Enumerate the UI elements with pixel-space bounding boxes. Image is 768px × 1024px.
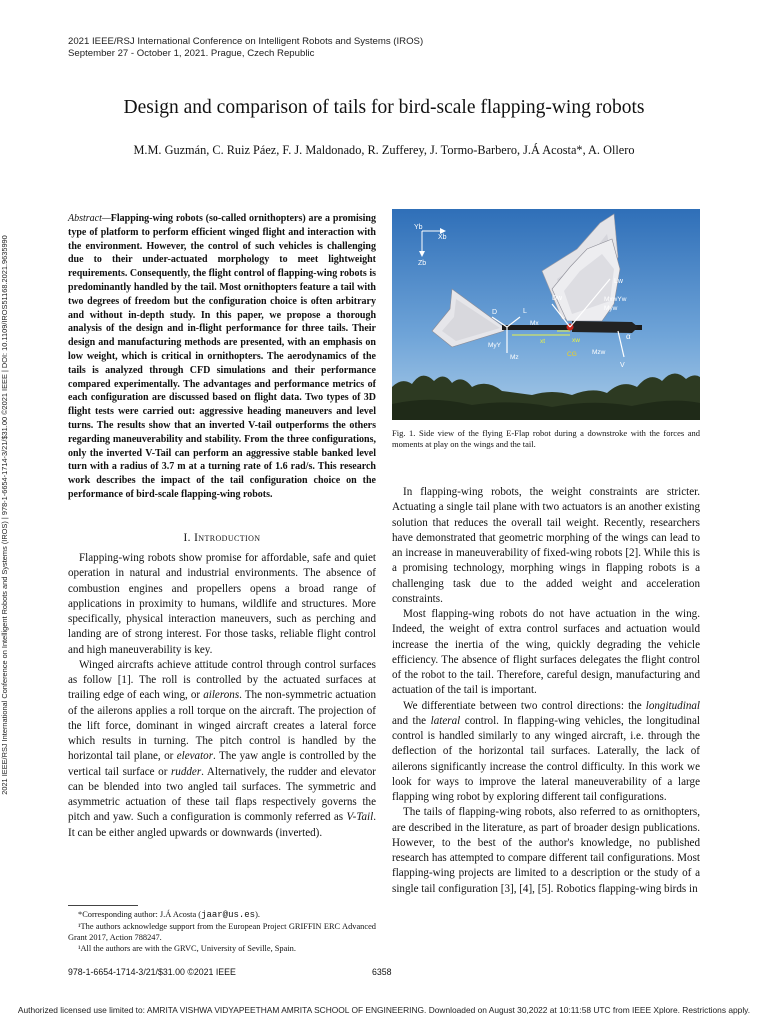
label-cg: CG xyxy=(567,351,577,358)
label-zb: Zb xyxy=(418,260,427,267)
label-d: D xyxy=(492,309,498,316)
paper-authors: M.M. Guzmán, C. Ruiz Páez, F. J. Maldonado, R. Zufferey, J. Tormo-Barbero, J.Á Acosta*, A. Ollero xyxy=(133,143,635,157)
label-lw: Lw xyxy=(614,278,623,285)
right-paragraph-2: Most flapping-wing robots do not have actuation in the wing. Indeed, the weight of extra control surfaces and actuation would increase the inertia of the wing, quickly degrading the vehicle efficiency. The absence of flight surfaces delegates the flight control of the robot to the tail. Therefore, careful design, manufacturing and actuation of the tail is important. xyxy=(392,608,700,697)
abstract-text: Flapping-wing robots (so-called ornithopters) are a promising type of platform to perform efficient winged flight and interaction with the environment. However, the control of such vehicles is challenging due to their under-actuated morphology to meet lightweight requirements. Consequently, the flight control of flapping-wing robots is predominantly handled by the tail. Most ornithopters feature a tail with two degrees of freedom but the configuration choice is often arbitrary and without in-depth study. In this paper, we propose a thorough analysis of the design and in-flight performance for three tails. Their design and manufacturing methods are presented, with an emphasis on low weight, which is critical in ornithopters. The aerodynamics of the tails is analyzed through CFD simulations and their performance compared experimentally. The advantages and performance metrics of each configuration are discussed based on flight data. Two types of 3D flight tests were carried out: aggressive heading maneuvers and level turns. The results show that an inverted V-tail outperforms the others regarding maneuverability and stability. From the three configurations, only the inverted V-Tail can perform an aggressive stable banked level turn with a radius of 3.7 m at a turning rate of 1.6 rad/s. This research work describes the impact of the tail configuration choice on the performance of bird-scale flapping-wing robots. xyxy=(68,213,376,500)
footnote-rule xyxy=(68,905,138,906)
label-xt: xt xyxy=(540,338,546,345)
footer-isbn: 978-1-6654-1714-3/21/$31.00 ©2021 IEEE xyxy=(68,967,236,977)
label-yb: Yb xyxy=(414,224,423,231)
conference-name: 2021 IEEE/RSJ International Conference on Intelligent Robots and Systems (IROS) xyxy=(68,36,424,47)
right-paragraph-3: We differentiate between two control directions: the longitudinal and the lateral control. In flapping-wing vehicles, the longitudinal control is handled similarly to any winged aircraft, i.e. through the deflection of the horizontal tail surfaces. Laterally, the lack of ailerons significantly increase the control difficulty. In this work we look for ways to improve the lateral maneuverability of a large flapping wing robot by exploring different tail configurations. xyxy=(392,699,700,803)
author-email-link[interactable]: jaar@us.es xyxy=(201,910,256,920)
abstract xyxy=(68,212,376,502)
label-alpha: α xyxy=(626,332,631,341)
paper-title: Design and comparison of tails for bird-scale flapping-wing robots xyxy=(123,97,645,118)
label-v: V xyxy=(620,362,625,369)
doi-sidebar: 2021 IEEE/RSJ International Conference on Intelligent Robots and Systems (IROS) | 978-1-6654-1714-3/21/$31.00 ©2021 IEEE | DOI: 10.1109/IROS51168.2021.9635990 xyxy=(0,235,9,795)
right-paragraph-4: The tails of flapping-wing robots, also referred to as ornithopters, are described in the literature, as part of broader design publications. However, to the best of the author's knowledge, no published research has attempted to compare different tail configurations. Most flapping-wing projects are limited to a description or the study of a single tail configuration [3], [4], [5]. Robotics flapping-wing birds in xyxy=(392,806,700,895)
footnote-corresponding: *Corresponding author: J.Á Acosta (jaar@us.es). xyxy=(78,910,260,920)
conference-header xyxy=(68,36,423,60)
figure-1-image xyxy=(392,209,700,420)
label-xb: Xb xyxy=(438,234,447,241)
left-column-body xyxy=(68,551,376,841)
page-number: 6358 xyxy=(372,967,392,977)
label-mz: Mz xyxy=(510,354,519,361)
license-notice: Authorized licensed use limited to: AMRITA VISHWA VIDYAPEETHAM AMRITA SCHOOL OF ENGINEERING. Downloaded on August 30,2022 at 10:11:58 UTC from IEEE Xplore. Restrictions apply. xyxy=(17,1005,751,1015)
label-mx: Mx xyxy=(530,320,539,327)
label-xw: xw xyxy=(572,337,580,344)
intro-paragraph-2: Winged aircrafts achieve attitude control through control surfaces as follow [1]. The roll is controlled by the actuated surfaces at trailing edge of each wing, or ailerons. The non-symmetric actuation of the ailerons applies a roll torque on the aircraft. The projection of the lift force, dominant in winged aircraft creates a lateral force which results in turning. The pitch control is handled by the horizontal tail plane, or elevator. The yaw angle is controlled by the vertical tail surface or rudder. Alternatively, the rudder and elevator can be blended into two angled tail surfaces. The symmetric and asymmetric actuation of these tail flaps respectively governs the pitch and yaw. Such a configuration is commonly referred as V-Tail. It can be either angled upwards or downwards (inverted). xyxy=(68,658,377,839)
label-mxw: MxwYw xyxy=(604,296,627,303)
label-l: L xyxy=(523,308,527,315)
footnotes xyxy=(68,905,376,954)
label-mzw: Mzw xyxy=(592,349,606,356)
abstract-lead: Abstract— xyxy=(68,213,111,224)
right-column-body xyxy=(392,485,700,897)
footnote-affiliation: ¹All the authors are with the GRVC, University of Seville, Spain. xyxy=(78,944,296,953)
intro-paragraph-1: Flapping-wing robots show promise for affordable, safe and quiet operation in natural and industrial environments. The absence of combustion engines and propellers opens a broad range of applications in proximity to humans, wildlife and structures. More specifically, physical interaction maneuvers, such as perching and landing are of strong interest. For those tasks, reliable flight control and high maneuverability is key. xyxy=(68,552,376,656)
footnote-funding: ¹The authors acknowledge support from the European Project GRIFFIN ERC Advanced Grant 2017, Action 788247. xyxy=(68,922,376,942)
label-myy: MyY xyxy=(488,342,501,349)
figure-1 xyxy=(392,209,700,420)
figure-1-caption: Fig. 1. Side view of the flying E-Flap robot during a downstroke with the forces and moments at play on the wings and the tail. xyxy=(392,428,700,449)
label-dw: Dw xyxy=(552,295,563,302)
section-heading-introduction: I. Introduction xyxy=(183,532,261,544)
conference-dates: September 27 - October 1, 2021. Prague, Czech Republic xyxy=(68,48,315,59)
label-myw: Myw xyxy=(604,305,618,312)
right-paragraph-1: In flapping-wing robots, the weight constraints are stricter. Actuating a single tail plane with two actuators is an another existing solution that reduces the overall tail weight. Recently, researchers have demonstrated that geometric morphing of the wings can lead to an increase in maneuverability of fixed-wing robots [2]. While this is a promising technology, morphing wings in flapping robots is a challenging task due to the added weight and acceleration constraints. xyxy=(392,486,700,605)
